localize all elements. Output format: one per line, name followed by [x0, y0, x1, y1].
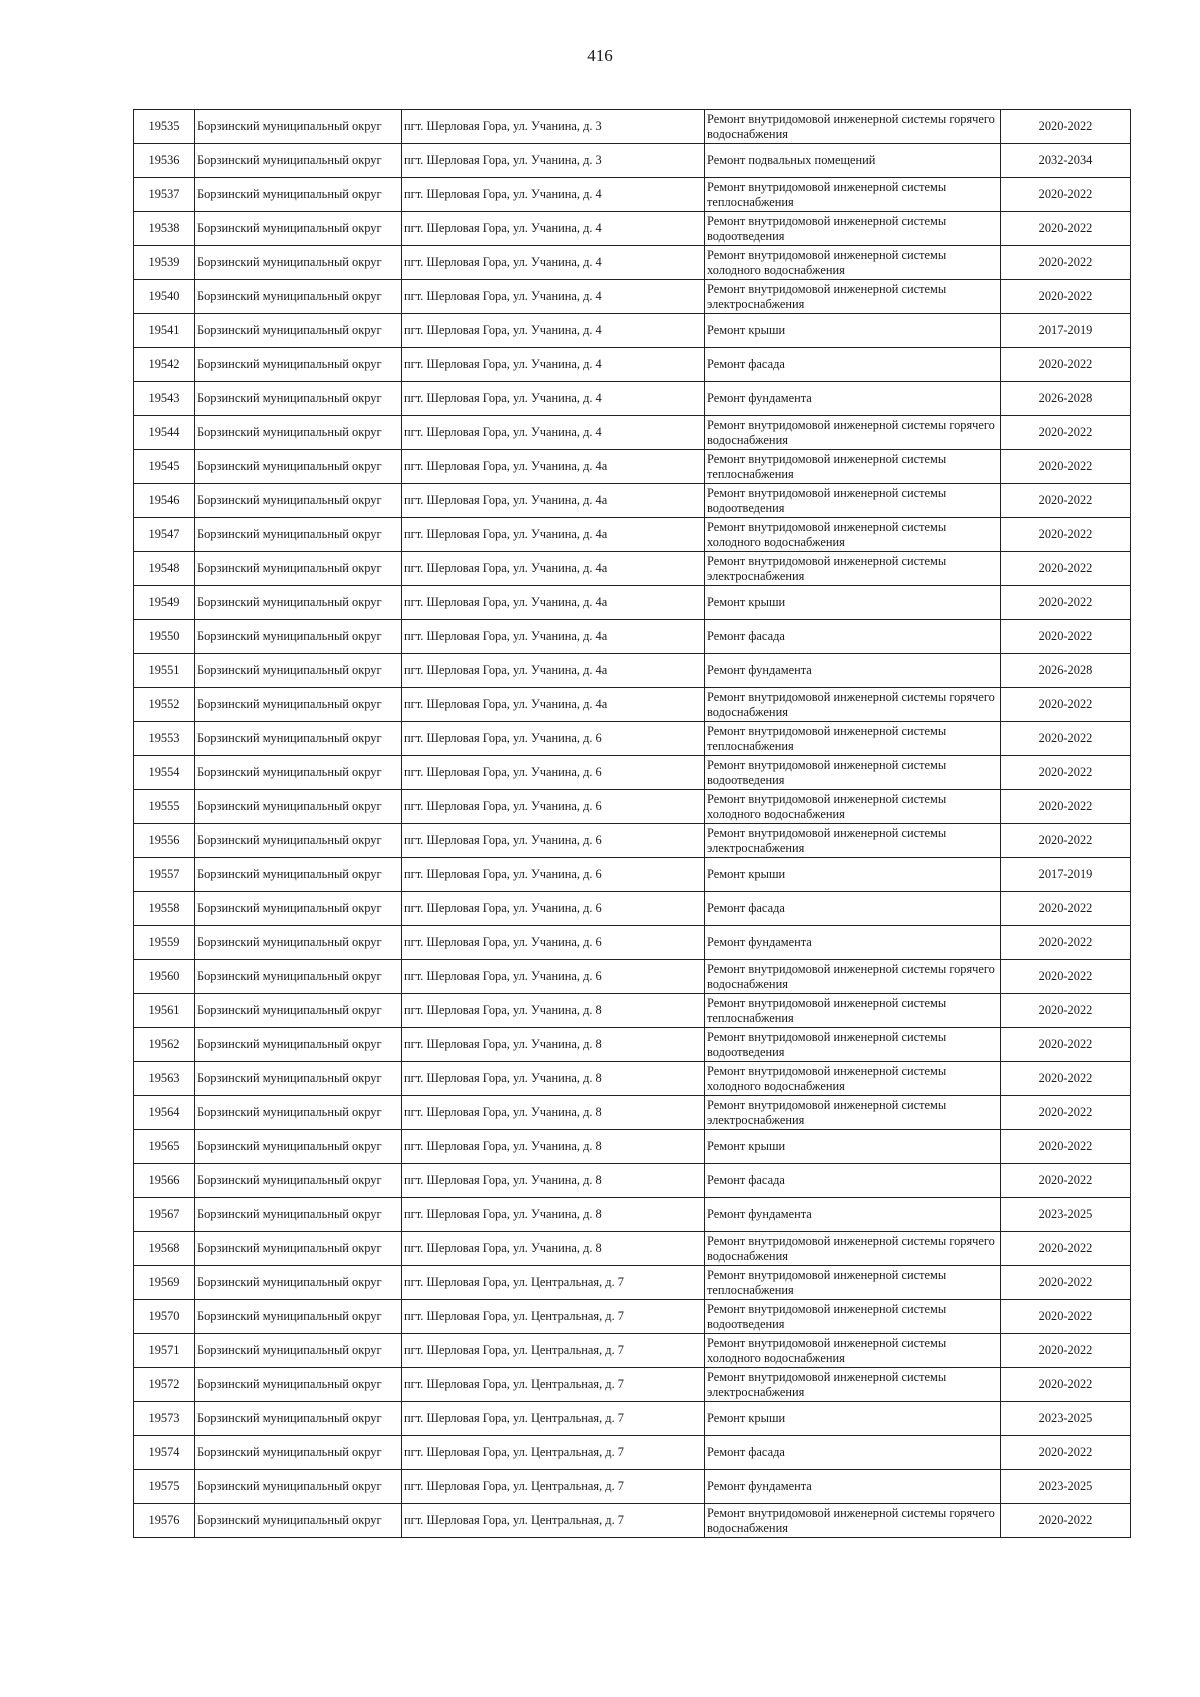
row-number-cell: 19563 [134, 1062, 195, 1096]
period-cell: 2020-2022 [1001, 484, 1131, 518]
address-cell: пгт. Шерловая Гора, ул. Учанина, д. 4 [402, 178, 705, 212]
work-type-cell: Ремонт фундамента [705, 926, 1001, 960]
table-row [134, 1504, 1131, 1538]
row-number-cell: 19574 [134, 1436, 195, 1470]
period-cell: 2023-2025 [1001, 1402, 1131, 1436]
row-number-cell: 19575 [134, 1470, 195, 1504]
row-number-cell: 19566 [134, 1164, 195, 1198]
period-cell: 2020-2022 [1001, 1232, 1131, 1266]
row-number-cell: 19549 [134, 586, 195, 620]
address-cell: пгт. Шерловая Гора, ул. Центральная, д. 7 [402, 1470, 705, 1504]
table-row [134, 382, 1131, 416]
work-type-cell: Ремонт внутридомовой инженерной системы электроснабжения [705, 824, 1001, 858]
work-type-cell: Ремонт крыши [705, 314, 1001, 348]
table-row [134, 144, 1131, 178]
row-number-cell: 19546 [134, 484, 195, 518]
table-row [134, 518, 1131, 552]
table-row [134, 484, 1131, 518]
work-type-cell: Ремонт внутридомовой инженерной системы водоотведения [705, 212, 1001, 246]
work-type-cell: Ремонт внутридомовой инженерной системы холодного водоснабжения [705, 1334, 1001, 1368]
row-number-cell: 19555 [134, 790, 195, 824]
district-cell: Борзинский муниципальный округ [195, 1436, 402, 1470]
address-cell: пгт. Шерловая Гора, ул. Учанина, д. 8 [402, 994, 705, 1028]
row-number-cell: 19558 [134, 892, 195, 926]
row-number-cell: 19540 [134, 280, 195, 314]
work-type-cell: Ремонт фасада [705, 1436, 1001, 1470]
address-cell: пгт. Шерловая Гора, ул. Учанина, д. 4а [402, 450, 705, 484]
row-number-cell: 19556 [134, 824, 195, 858]
table-row [134, 1096, 1131, 1130]
work-type-cell: Ремонт внутридомовой инженерной системы горячего водоснабжения [705, 960, 1001, 994]
district-cell: Борзинский муниципальный округ [195, 1368, 402, 1402]
district-cell: Борзинский муниципальный округ [195, 1164, 402, 1198]
district-cell: Борзинский муниципальный округ [195, 994, 402, 1028]
district-cell: Борзинский муниципальный округ [195, 1504, 402, 1538]
table-row [134, 348, 1131, 382]
address-cell: пгт. Шерловая Гора, ул. Центральная, д. 7 [402, 1266, 705, 1300]
table-row [134, 790, 1131, 824]
period-cell: 2020-2022 [1001, 620, 1131, 654]
row-number-cell: 19535 [134, 110, 195, 144]
address-cell: пгт. Шерловая Гора, ул. Учанина, д. 4а [402, 586, 705, 620]
row-number-cell: 19560 [134, 960, 195, 994]
district-cell: Борзинский муниципальный округ [195, 552, 402, 586]
table-row [134, 960, 1131, 994]
table-row [134, 246, 1131, 280]
period-cell: 2020-2022 [1001, 212, 1131, 246]
period-cell: 2020-2022 [1001, 722, 1131, 756]
district-cell: Борзинский муниципальный округ [195, 518, 402, 552]
table-row [134, 110, 1131, 144]
period-cell: 2020-2022 [1001, 892, 1131, 926]
period-cell: 2032-2034 [1001, 144, 1131, 178]
table-row [134, 1334, 1131, 1368]
row-number-cell: 19561 [134, 994, 195, 1028]
period-cell: 2023-2025 [1001, 1198, 1131, 1232]
row-number-cell: 19552 [134, 688, 195, 722]
row-number-cell: 19542 [134, 348, 195, 382]
address-cell: пгт. Шерловая Гора, ул. Учанина, д. 4 [402, 348, 705, 382]
table-row [134, 654, 1131, 688]
address-cell: пгт. Шерловая Гора, ул. Центральная, д. 7 [402, 1402, 705, 1436]
district-cell: Борзинский муниципальный округ [195, 722, 402, 756]
work-type-cell: Ремонт подвальных помещений [705, 144, 1001, 178]
table-row [134, 756, 1131, 790]
district-cell: Борзинский муниципальный округ [195, 756, 402, 790]
period-cell: 2020-2022 [1001, 926, 1131, 960]
table-row [134, 824, 1131, 858]
district-cell: Борзинский муниципальный округ [195, 1402, 402, 1436]
work-type-cell: Ремонт внутридомовой инженерной системы водоотведения [705, 1300, 1001, 1334]
district-cell: Борзинский муниципальный округ [195, 1198, 402, 1232]
district-cell: Борзинский муниципальный округ [195, 586, 402, 620]
row-number-cell: 19551 [134, 654, 195, 688]
address-cell: пгт. Шерловая Гора, ул. Центральная, д. 7 [402, 1436, 705, 1470]
table-row [134, 1028, 1131, 1062]
row-number-cell: 19557 [134, 858, 195, 892]
address-cell: пгт. Шерловая Гора, ул. Учанина, д. 8 [402, 1062, 705, 1096]
address-cell: пгт. Шерловая Гора, ул. Учанина, д. 8 [402, 1096, 705, 1130]
work-type-cell: Ремонт крыши [705, 1402, 1001, 1436]
period-cell: 2020-2022 [1001, 994, 1131, 1028]
work-type-cell: Ремонт внутридомовой инженерной системы горячего водоснабжения [705, 1504, 1001, 1538]
period-cell: 2020-2022 [1001, 586, 1131, 620]
row-number-cell: 19545 [134, 450, 195, 484]
row-number-cell: 19538 [134, 212, 195, 246]
period-cell: 2026-2028 [1001, 382, 1131, 416]
address-cell: пгт. Шерловая Гора, ул. Учанина, д. 8 [402, 1164, 705, 1198]
district-cell: Борзинский муниципальный округ [195, 348, 402, 382]
work-type-cell: Ремонт внутридомовой инженерной системы холодного водоснабжения [705, 1062, 1001, 1096]
work-type-cell: Ремонт внутридомовой инженерной системы теплоснабжения [705, 722, 1001, 756]
period-cell: 2020-2022 [1001, 246, 1131, 280]
row-number-cell: 19547 [134, 518, 195, 552]
work-type-cell: Ремонт внутридомовой инженерной системы холодного водоснабжения [705, 790, 1001, 824]
table-row [134, 280, 1131, 314]
table-row [134, 1062, 1131, 1096]
period-cell: 2020-2022 [1001, 280, 1131, 314]
row-number-cell: 19544 [134, 416, 195, 450]
address-cell: пгт. Шерловая Гора, ул. Учанина, д. 6 [402, 790, 705, 824]
period-cell: 2020-2022 [1001, 756, 1131, 790]
district-cell: Борзинский муниципальный округ [195, 688, 402, 722]
work-type-cell: Ремонт внутридомовой инженерной системы теплоснабжения [705, 178, 1001, 212]
table-row [134, 1198, 1131, 1232]
work-type-cell: Ремонт внутридомовой инженерной системы теплоснабжения [705, 1266, 1001, 1300]
period-cell: 2020-2022 [1001, 110, 1131, 144]
row-number-cell: 19541 [134, 314, 195, 348]
district-cell: Борзинский муниципальный округ [195, 212, 402, 246]
row-number-cell: 19548 [134, 552, 195, 586]
district-cell: Борзинский муниципальный округ [195, 416, 402, 450]
district-cell: Борзинский муниципальный округ [195, 1062, 402, 1096]
period-cell: 2020-2022 [1001, 1062, 1131, 1096]
address-cell: пгт. Шерловая Гора, ул. Учанина, д. 6 [402, 892, 705, 926]
period-cell: 2020-2022 [1001, 348, 1131, 382]
work-type-cell: Ремонт внутридомовой инженерной системы горячего водоснабжения [705, 688, 1001, 722]
work-type-cell: Ремонт фасада [705, 620, 1001, 654]
period-cell: 2023-2025 [1001, 1470, 1131, 1504]
period-cell: 2020-2022 [1001, 824, 1131, 858]
address-cell: пгт. Шерловая Гора, ул. Учанина, д. 6 [402, 756, 705, 790]
district-cell: Борзинский муниципальный округ [195, 1232, 402, 1266]
address-cell: пгт. Шерловая Гора, ул. Центральная, д. 7 [402, 1504, 705, 1538]
table-row [134, 688, 1131, 722]
district-cell: Борзинский муниципальный округ [195, 280, 402, 314]
row-number-cell: 19576 [134, 1504, 195, 1538]
district-cell: Борзинский муниципальный округ [195, 1470, 402, 1504]
table-row [134, 1164, 1131, 1198]
period-cell: 2020-2022 [1001, 1368, 1131, 1402]
page-number: 416 [587, 46, 613, 65]
address-cell: пгт. Шерловая Гора, ул. Учанина, д. 4 [402, 212, 705, 246]
district-cell: Борзинский муниципальный округ [195, 824, 402, 858]
table-row [134, 314, 1131, 348]
repair-schedule-table [133, 109, 1131, 1538]
address-cell: пгт. Шерловая Гора, ул. Учанина, д. 8 [402, 1232, 705, 1266]
address-cell: пгт. Шерловая Гора, ул. Учанина, д. 8 [402, 1198, 705, 1232]
table-row [134, 1130, 1131, 1164]
work-type-cell: Ремонт фасада [705, 1164, 1001, 1198]
district-cell: Борзинский муниципальный округ [195, 1130, 402, 1164]
address-cell: пгт. Шерловая Гора, ул. Учанина, д. 4 [402, 246, 705, 280]
row-number-cell: 19539 [134, 246, 195, 280]
period-cell: 2020-2022 [1001, 1096, 1131, 1130]
table-row [134, 450, 1131, 484]
table-row [134, 1266, 1131, 1300]
district-cell: Борзинский муниципальный округ [195, 1300, 402, 1334]
work-type-cell: Ремонт внутридомовой инженерной системы электроснабжения [705, 1368, 1001, 1402]
period-cell: 2020-2022 [1001, 450, 1131, 484]
address-cell: пгт. Шерловая Гора, ул. Учанина, д. 6 [402, 926, 705, 960]
district-cell: Борзинский муниципальный округ [195, 960, 402, 994]
period-cell: 2020-2022 [1001, 1300, 1131, 1334]
work-type-cell: Ремонт внутридомовой инженерной системы горячего водоснабжения [705, 110, 1001, 144]
period-cell: 2020-2022 [1001, 1504, 1131, 1538]
row-number-cell: 19559 [134, 926, 195, 960]
table-row [134, 1470, 1131, 1504]
district-cell: Борзинский муниципальный округ [195, 620, 402, 654]
table-row [134, 858, 1131, 892]
table-row [134, 586, 1131, 620]
work-type-cell: Ремонт внутридомовой инженерной системы электроснабжения [705, 1096, 1001, 1130]
district-cell: Борзинский муниципальный округ [195, 926, 402, 960]
period-cell: 2017-2019 [1001, 314, 1131, 348]
address-cell: пгт. Шерловая Гора, ул. Учанина, д. 4а [402, 484, 705, 518]
address-cell: пгт. Шерловая Гора, ул. Учанина, д. 4 [402, 280, 705, 314]
district-cell: Борзинский муниципальный округ [195, 110, 402, 144]
period-cell: 2020-2022 [1001, 1334, 1131, 1368]
period-cell: 2020-2022 [1001, 1164, 1131, 1198]
table-row [134, 892, 1131, 926]
address-cell: пгт. Шерловая Гора, ул. Центральная, д. 7 [402, 1300, 705, 1334]
row-number-cell: 19553 [134, 722, 195, 756]
address-cell: пгт. Шерловая Гора, ул. Учанина, д. 6 [402, 722, 705, 756]
row-number-cell: 19572 [134, 1368, 195, 1402]
work-type-cell: Ремонт фундамента [705, 1470, 1001, 1504]
period-cell: 2020-2022 [1001, 178, 1131, 212]
work-type-cell: Ремонт крыши [705, 858, 1001, 892]
period-cell: 2020-2022 [1001, 1436, 1131, 1470]
row-number-cell: 19570 [134, 1300, 195, 1334]
period-cell: 2020-2022 [1001, 552, 1131, 586]
district-cell: Борзинский муниципальный округ [195, 246, 402, 280]
work-type-cell: Ремонт внутридомовой инженерной системы электроснабжения [705, 552, 1001, 586]
work-type-cell: Ремонт внутридомовой инженерной системы теплоснабжения [705, 450, 1001, 484]
period-cell: 2020-2022 [1001, 790, 1131, 824]
district-cell: Борзинский муниципальный округ [195, 144, 402, 178]
address-cell: пгт. Шерловая Гора, ул. Учанина, д. 4а [402, 620, 705, 654]
address-cell: пгт. Шерловая Гора, ул. Учанина, д. 4а [402, 552, 705, 586]
row-number-cell: 19543 [134, 382, 195, 416]
table-row [134, 1368, 1131, 1402]
work-type-cell: Ремонт фундамента [705, 654, 1001, 688]
work-type-cell: Ремонт фундамента [705, 1198, 1001, 1232]
row-number-cell: 19536 [134, 144, 195, 178]
row-number-cell: 19569 [134, 1266, 195, 1300]
address-cell: пгт. Шерловая Гора, ул. Учанина, д. 4а [402, 518, 705, 552]
row-number-cell: 19567 [134, 1198, 195, 1232]
table-body [134, 110, 1131, 1538]
period-cell: 2017-2019 [1001, 858, 1131, 892]
row-number-cell: 19573 [134, 1402, 195, 1436]
work-type-cell: Ремонт внутридомовой инженерной системы холодного водоснабжения [705, 518, 1001, 552]
work-type-cell: Ремонт внутридомовой инженерной системы водоотведения [705, 756, 1001, 790]
district-cell: Борзинский муниципальный округ [195, 1266, 402, 1300]
address-cell: пгт. Шерловая Гора, ул. Учанина, д. 4 [402, 416, 705, 450]
address-cell: пгт. Шерловая Гора, ул. Учанина, д. 4 [402, 382, 705, 416]
address-cell: пгт. Шерловая Гора, ул. Учанина, д. 6 [402, 824, 705, 858]
district-cell: Борзинский муниципальный округ [195, 892, 402, 926]
row-number-cell: 19564 [134, 1096, 195, 1130]
table-row [134, 722, 1131, 756]
district-cell: Борзинский муниципальный округ [195, 484, 402, 518]
address-cell: пгт. Шерловая Гора, ул. Учанина, д. 8 [402, 1130, 705, 1164]
table-row [134, 416, 1131, 450]
address-cell: пгт. Шерловая Гора, ул. Учанина, д. 4а [402, 688, 705, 722]
table-row [134, 552, 1131, 586]
row-number-cell: 19571 [134, 1334, 195, 1368]
table-row [134, 1232, 1131, 1266]
work-type-cell: Ремонт внутридомовой инженерной системы электроснабжения [705, 280, 1001, 314]
work-type-cell: Ремонт внутридомовой инженерной системы теплоснабжения [705, 994, 1001, 1028]
table-row [134, 620, 1131, 654]
address-cell: пгт. Шерловая Гора, ул. Учанина, д. 6 [402, 858, 705, 892]
period-cell: 2026-2028 [1001, 654, 1131, 688]
period-cell: 2020-2022 [1001, 1028, 1131, 1062]
table-row [134, 1402, 1131, 1436]
work-type-cell: Ремонт фундамента [705, 382, 1001, 416]
address-cell: пгт. Шерловая Гора, ул. Учанина, д. 4 [402, 314, 705, 348]
work-type-cell: Ремонт фасада [705, 892, 1001, 926]
district-cell: Борзинский муниципальный округ [195, 858, 402, 892]
table-row [134, 926, 1131, 960]
district-cell: Борзинский муниципальный округ [195, 382, 402, 416]
table-row [134, 212, 1131, 246]
period-cell: 2020-2022 [1001, 518, 1131, 552]
row-number-cell: 19562 [134, 1028, 195, 1062]
district-cell: Борзинский муниципальный округ [195, 654, 402, 688]
work-type-cell: Ремонт крыши [705, 1130, 1001, 1164]
district-cell: Борзинский муниципальный округ [195, 1096, 402, 1130]
address-cell: пгт. Шерловая Гора, ул. Учанина, д. 3 [402, 110, 705, 144]
table-row [134, 994, 1131, 1028]
district-cell: Борзинский муниципальный округ [195, 450, 402, 484]
row-number-cell: 19565 [134, 1130, 195, 1164]
address-cell: пгт. Шерловая Гора, ул. Учанина, д. 4а [402, 654, 705, 688]
row-number-cell: 19537 [134, 178, 195, 212]
period-cell: 2020-2022 [1001, 960, 1131, 994]
row-number-cell: 19568 [134, 1232, 195, 1266]
period-cell: 2020-2022 [1001, 1130, 1131, 1164]
table-row [134, 1436, 1131, 1470]
work-type-cell: Ремонт внутридомовой инженерной системы горячего водоснабжения [705, 416, 1001, 450]
row-number-cell: 19550 [134, 620, 195, 654]
address-cell: пгт. Шерловая Гора, ул. Центральная, д. 7 [402, 1334, 705, 1368]
work-type-cell: Ремонт внутридомовой инженерной системы водоотведения [705, 484, 1001, 518]
table-row [134, 1300, 1131, 1334]
address-cell: пгт. Шерловая Гора, ул. Учанина, д. 6 [402, 960, 705, 994]
district-cell: Борзинский муниципальный округ [195, 790, 402, 824]
district-cell: Борзинский муниципальный округ [195, 1334, 402, 1368]
table-row [134, 178, 1131, 212]
period-cell: 2020-2022 [1001, 416, 1131, 450]
row-number-cell: 19554 [134, 756, 195, 790]
work-type-cell: Ремонт внутридомовой инженерной системы холодного водоснабжения [705, 246, 1001, 280]
period-cell: 2020-2022 [1001, 688, 1131, 722]
work-type-cell: Ремонт фасада [705, 348, 1001, 382]
district-cell: Борзинский муниципальный округ [195, 178, 402, 212]
address-cell: пгт. Шерловая Гора, ул. Центральная, д. 7 [402, 1368, 705, 1402]
period-cell: 2020-2022 [1001, 1266, 1131, 1300]
work-type-cell: Ремонт внутридомовой инженерной системы горячего водоснабжения [705, 1232, 1001, 1266]
district-cell: Борзинский муниципальный округ [195, 314, 402, 348]
work-type-cell: Ремонт внутридомовой инженерной системы водоотведения [705, 1028, 1001, 1062]
work-type-cell: Ремонт крыши [705, 586, 1001, 620]
address-cell: пгт. Шерловая Гора, ул. Учанина, д. 3 [402, 144, 705, 178]
address-cell: пгт. Шерловая Гора, ул. Учанина, д. 8 [402, 1028, 705, 1062]
district-cell: Борзинский муниципальный округ [195, 1028, 402, 1062]
